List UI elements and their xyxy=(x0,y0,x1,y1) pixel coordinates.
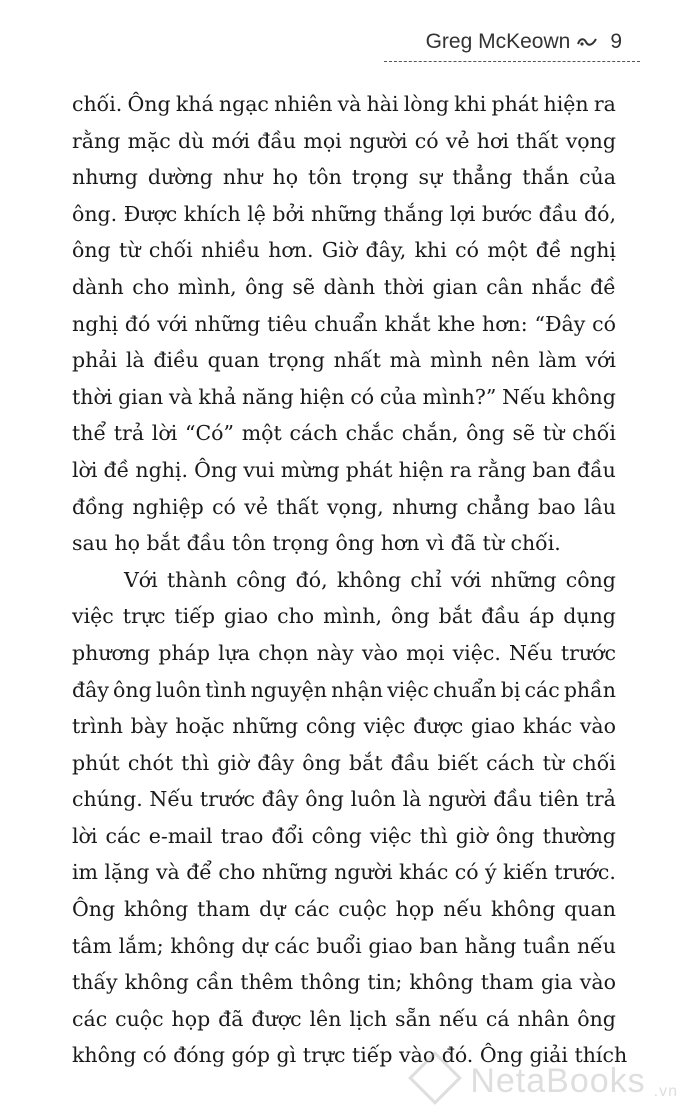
text-line: rằng mặc dù mới đầu mọi người có vẻ hơi thất vọng xyxy=(72,128,616,153)
watermark xyxy=(416,1059,678,1101)
page-number: 9 xyxy=(610,30,622,53)
text-line: nhưng dường như họ tôn trọng sự thẳng thắn của xyxy=(72,165,616,190)
text-line: ông từ chối nhiều hơn. Giờ đây, khi có một đề nghị xyxy=(72,238,616,263)
text-line: lời các e-mail trao đổi công việc thì giờ ông thường xyxy=(72,823,616,848)
text-line: không có đóng góp gì trực tiếp vào đó. Ông giải thích xyxy=(72,1043,628,1068)
author-name: Greg McKeown xyxy=(425,30,571,53)
text-line: phút chót thì giờ đây ông bắt đầu biết cách từ chối xyxy=(72,750,616,775)
text-line: thể trả lời “Có” một cách chắc chắn, ông sẽ từ chối xyxy=(72,421,616,446)
ornament-icon xyxy=(576,32,598,53)
text-line: trình bày hoặc những công việc được giao khác vào xyxy=(72,714,616,739)
text-line: ông. Được khích lệ bởi những thắng lợi bước đầu đó, xyxy=(72,201,616,226)
text-line: tâm lắm; không dự các buổi giao ban hằng tuần nếu xyxy=(72,933,616,958)
running-header xyxy=(426,30,622,54)
text-line: Ông không tham dự các cuộc họp nếu không quan xyxy=(72,897,616,922)
text-line: chối. Ông khá ngạc nhiên và hài lòng khi phát hiện ra xyxy=(72,92,616,116)
text-line: im lặng và để cho những người khác có ý kiến trước. xyxy=(72,860,616,885)
paragraph-1 xyxy=(72,86,616,562)
watermark-domain: .vn xyxy=(653,1083,678,1100)
text-line: đồng nghiệp có vẻ thất vọng, nhưng chẳng bao lâu xyxy=(72,494,616,519)
body-text xyxy=(72,86,628,1074)
text-line: chúng. Nếu trước đây ông luôn là người đầu tiên trả xyxy=(72,787,616,812)
text-line: nghị đó với những tiêu chuẩn khắt khe hơn: “Đây có xyxy=(72,311,616,336)
watermark-brand: NetaBooks xyxy=(470,1062,646,1100)
text-line: đây ông luôn tình nguyện nhận việc chuẩn bị các phần xyxy=(72,677,616,702)
text-line: việc trực tiếp giao cho mình, ông bắt đầu áp dụng xyxy=(72,604,616,629)
text-line: dành cho mình, ông sẽ dành thời gian cân nhắc đề xyxy=(72,274,616,299)
watermark-logo-icon xyxy=(408,1051,462,1105)
text-line: các cuộc họp đã được lên lịch sẵn nếu cá nhân ông xyxy=(72,1006,616,1031)
text-line: thấy không cần thêm thông tin; không tham gia vào xyxy=(72,970,616,995)
text-line: Với thành công đó, không chỉ với những công xyxy=(124,567,616,592)
paragraph-2 xyxy=(72,562,628,1074)
text-line: sau họ bắt đầu tôn trọng ông hơn vì đã từ chối. xyxy=(72,531,561,556)
text-line: phương pháp lựa chọn này vào mọi việc. Nếu trước xyxy=(72,640,616,665)
text-line: phải là điều quan trọng nhất mà mình nên làm với xyxy=(72,348,616,373)
text-line: lời đề nghị. Ông vui mừng phát hiện ra rằng ban đầu xyxy=(72,457,616,482)
text-line: thời gian và khả năng hiện có của mình?” Nếu không xyxy=(72,384,616,409)
header-rule xyxy=(384,61,640,62)
